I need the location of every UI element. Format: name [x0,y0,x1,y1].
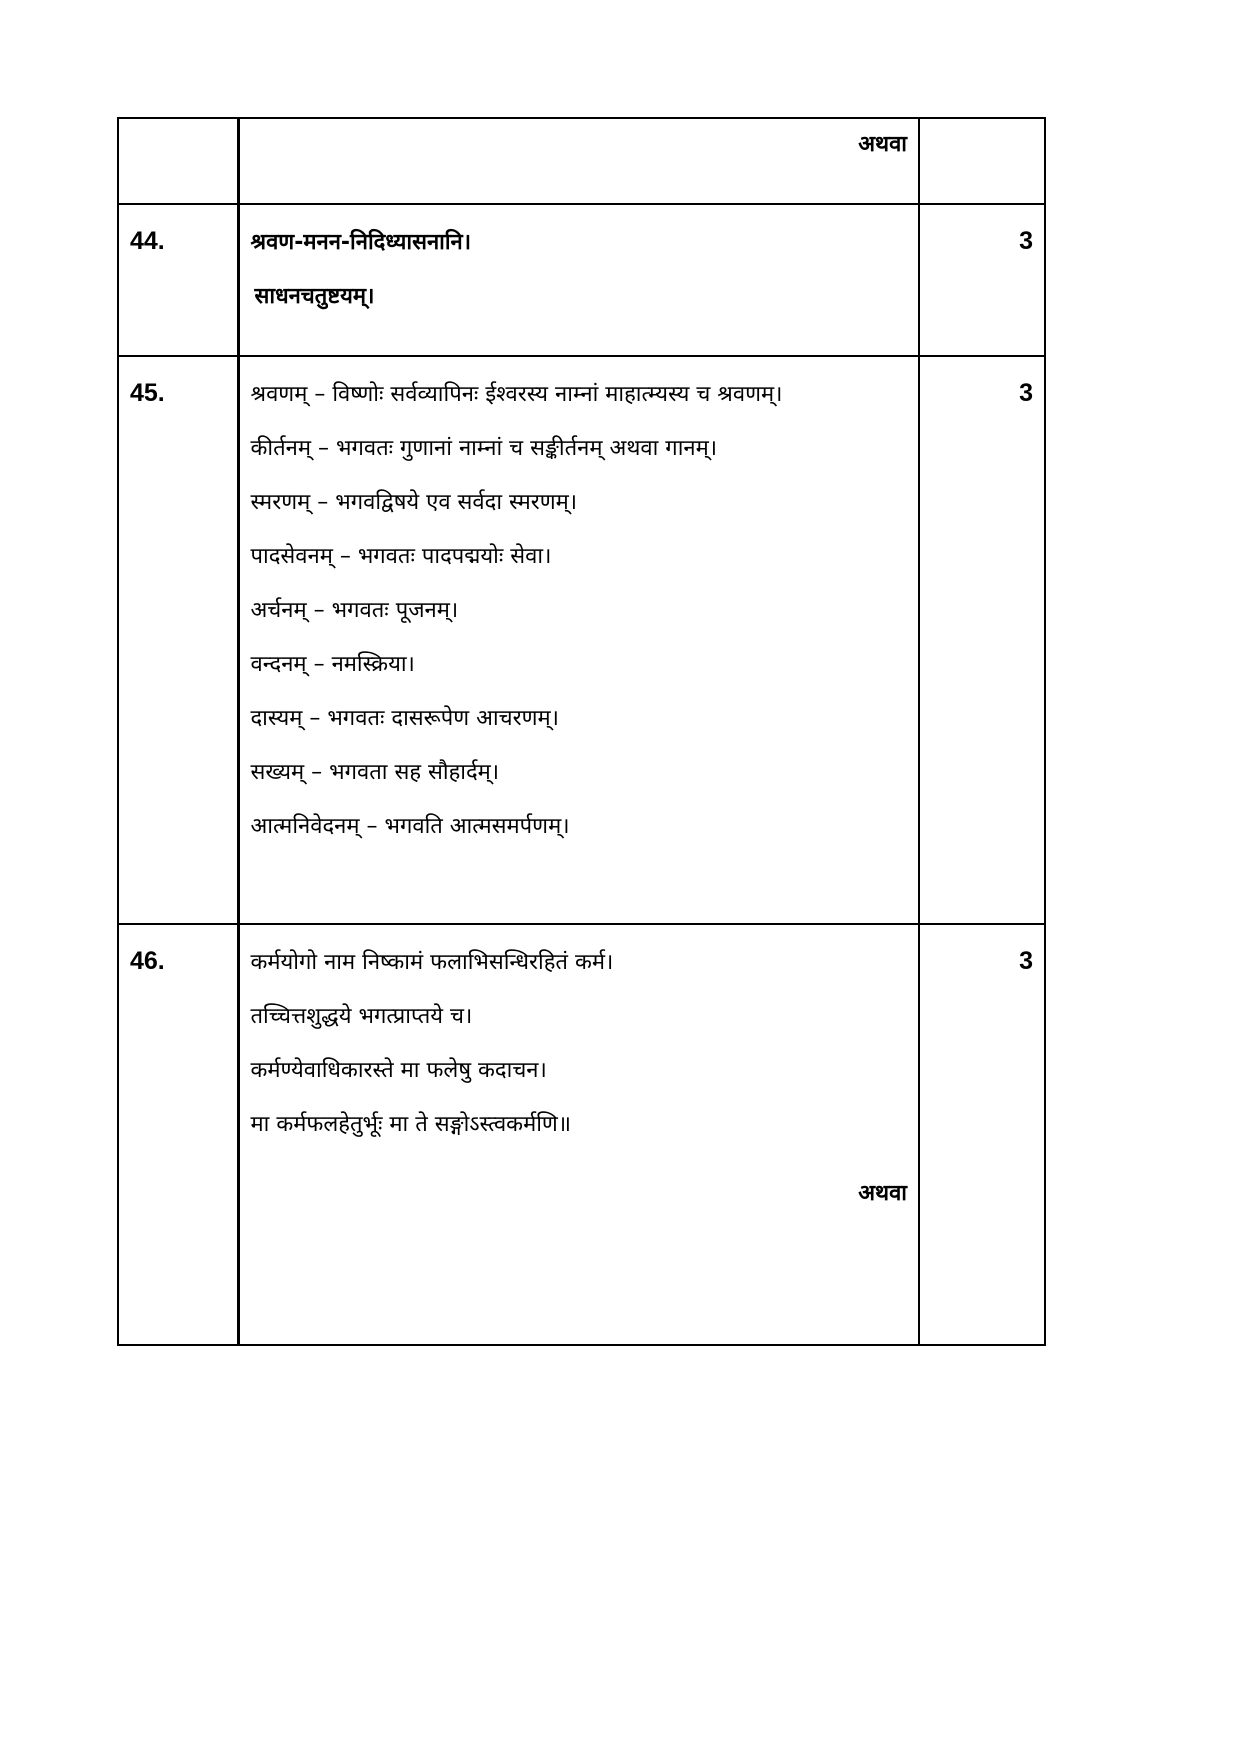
table-row-q44 [118,204,1045,356]
marks-cell [919,924,1045,1345]
answer-line: स्मरणम् – भगवद्विषये एव सर्वदा स्मरणम्। [250,490,578,515]
marks-value: 3 [1019,947,1033,975]
answer-line: अर्चनम् – भगवतः पूजनम्। [250,598,459,623]
answer-cell [238,924,919,1345]
answer-line: तच्चित्तशुद्धये भगत्प्राप्तये च। [250,1004,473,1029]
answer-cell [238,204,919,356]
or-label: अथवा [858,1181,907,1206]
answer-line: सख्यम् – भगवता सह सौहार्दम्। [250,760,500,785]
question-number-cell [118,356,238,924]
answer-line: आत्मनिवेदनम् – भगवति आत्मसमर्पणम्। [250,814,570,839]
table-row-q45 [118,356,1045,924]
question-number-cell [118,924,238,1345]
answer-line: वन्दनम् – नमस्क्रिया। [250,652,415,677]
answer-line: दास्यम् – भगवतः दासरूपेण आचरणम्। [250,706,559,731]
marks-value [920,119,1044,141]
or-label: अथवा [858,132,907,157]
answer-cell [238,118,919,204]
question-number-cell [118,118,238,204]
answer-line: कर्मण्येवाधिकारस्ते मा फलेषु कदाचन। [250,1058,547,1083]
question-number: 44. [130,227,165,255]
question-number: 45. [130,379,165,407]
question-number: 46. [130,947,165,975]
question-number-cell [118,204,238,356]
answer-line: श्रवणम् – विष्णोः सर्वव्यापिनः ईश्वरस्य नाम्नां माहात्म्यस्य च श्रवणम्। [250,382,783,407]
answer-line: कर्मयोगो नाम निष्कामं फलाभिसन्धिरहितं कर्म। [250,950,614,975]
answer-cell [238,356,919,924]
question-number [119,119,237,141]
marks-value: 3 [1019,379,1033,407]
marks-cell [919,356,1045,924]
marks-value: 3 [1019,227,1033,255]
answer-line: पादसेवनम् – भगवतः पादपद्मयोः सेवा। [250,544,552,569]
answer-line: साधनचतुष्टयम्। [254,284,375,309]
marks-cell [919,204,1045,356]
marks-cell [919,118,1045,204]
answer-line: कीर्तनम् – भगवतः गुणानां नाम्नां च सङ्कीर्तनम् अथवा गानम्। [250,436,718,461]
table-row-q46 [118,924,1045,1345]
table-row-continuation [118,118,1045,204]
answer-line: मा कर्मफलहेतुर्भूः मा ते सङ्गोऽस्त्वकर्मणि॥ [250,1112,572,1137]
answer-line: श्रवण-मनन-निदिध्यासनानि। [250,230,472,255]
answer-key-table [117,117,1046,1346]
